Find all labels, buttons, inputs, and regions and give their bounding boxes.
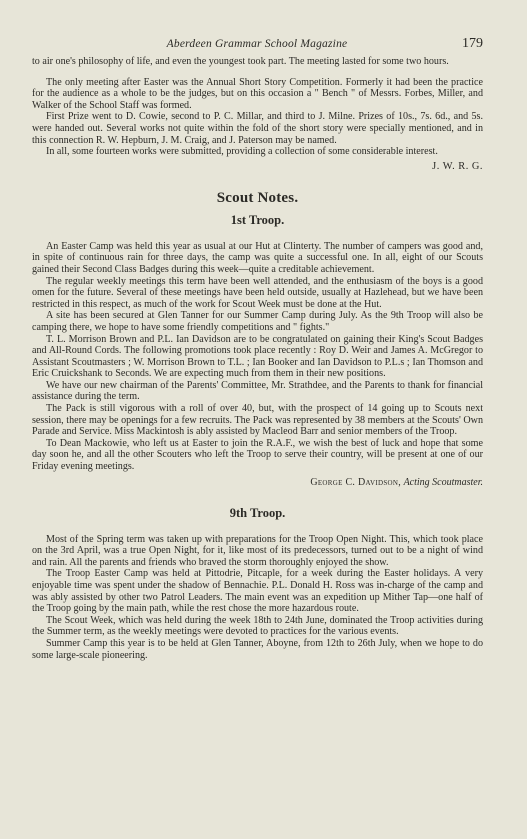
troop-9-title: 9th Troop.: [229, 505, 286, 520]
troop-1-paragraph: T. L. Morrison Brown and P.L. Ian Davidson are to be congratulated on gaining their King's Scout Badges and All-Round Cords. The following promotions took place recently : Roy D. Weir and James A. McGregor to Assistant Scoutmasters ; W. Morrison Brown to T.L. ; Ian Booker and Ian Davidson to P.L.s ; Ian Thomson and Eric Cruickshank to Seconds. We are expecting much from them in their new positions.: [32, 333, 483, 380]
running-head: [32, 36, 483, 56]
troop-1-signature: [32, 477, 483, 488]
troop-1-title: 1st Troop.: [230, 212, 285, 227]
page-number: 179: [462, 36, 483, 51]
intro-paragraph-3: First Prize went to D. Cowie, second to P. C. Millar, and third to J. Milne. Prizes of 10s., 7s. 6d., and 5s. were handed out. Several works not quite within the fold of the short story were specially mentioned, and in this connection R. W. Hepburn, J. M. Craig, and J. Paterson may be named.: [32, 111, 483, 146]
troop-9-paragraph: The Troop Easter Camp was held at Pittodrie, Pitcaple, for a week during the Easter holidays. A very enjoyable time was spent under the shadow of Bennachie. P.L. Donald H. Ross was in-charge of the camp and was ably assisted by other two Patrol Leaders. The main event was an expedition up Mither Tap—one half of the Troop going by the main path, while the rest chose the more hazardous route.: [32, 568, 483, 615]
troop-1-paragraph: An Easter Camp was held this year as usual at our Hut at Clinterty. The number of campers was good and, in spite of continuous rain for three days, the camp was quite a successful one. In all, eight of our Scouts gained their Second Class Badges during this week—quite a creditable achievement.: [32, 240, 483, 275]
troop-1-paragraph: A site has been secured at Glen Tanner for our Summer Camp during July. As the 9th Troop will also be camping there, we hope to have some friendly competitions and " fights.": [32, 310, 483, 333]
intro-paragraph-1: to air one's philosophy of life, and even the youngest took part. The meeting lasted for some two hours.: [32, 56, 449, 67]
troop-9-paragraph: The Scout Week, which was held during the week 18th to 24th June, dominated the Troop activities during the Summer term, as the weekly meetings were devoted to practices for the various events.: [32, 614, 483, 638]
running-title: Aberdeen Grammar School Magazine: [166, 38, 348, 50]
debating-report: [32, 56, 483, 172]
troop-9-paragraph: Most of the Spring term was taken up with preparations for the Troop Open Night. This, which took place on the 3rd April, was a true Open Night, for it, like most of its predecessors, turned out to be a night of wind and rain. All the parents and friends who braved the storm thoroughly enjoyed the show.: [32, 533, 483, 568]
troop-1-paragraph: To Dean Mackowie, who left us at Easter to join the R.A.F., we wish the best of luck and hope that some day soon he, and all the other Scouters who left the Troop to serve their country, will be present at one of our Friday evening meetings.: [32, 437, 483, 473]
troop-1-section: [32, 213, 483, 488]
intro-paragraph-4: In all, some fourteen works were submitted, providing a collection of some considerable interest.: [46, 146, 438, 158]
signature-role: Acting Scoutmaster.: [403, 476, 483, 488]
troop-1-paragraph: The Pack is still vigorous with a roll of over 40, but, with the prospect of 14 going up to Scouts next session, there may be openings for a few recruits. The Pack was represented by 38 members at the Scouts' Own Parade and Service. Miss Mackintosh is ably assisted by Macleod Barr and senior members of the Troop.: [32, 403, 483, 438]
troop-9-section: [32, 506, 483, 662]
signature-name: George C. Davidson,: [310, 476, 402, 488]
intro-signature: J. W. R. G.: [432, 160, 483, 172]
intro-paragraph-2: The only meeting after Easter was the Annual Short Story Competition. Formerly it had been the practice for the audience as a whole to be the judges, but on this occasion a " Bench " of Messrs. Forbes, Miller, and Walker of the School Staff was formed.: [32, 76, 483, 111]
troop-9-paragraph: Summer Camp this year is to be held at Glen Tanner, Aboyne, from 12th to 26th July, when we hope to do some large-scale pioneering.: [32, 637, 483, 661]
troop-1-paragraph: The regular weekly meetings this term have been well attended, and the enthusiasm of the boys is a good omen for the future. Several of these meetings have been held outside, usually at Hazlehead, but we have been restricted in this respect, as much of the work for Scout Week must be done at the Hut.: [32, 275, 483, 310]
section-title: Scout Notes.: [216, 189, 299, 206]
troop-1-paragraph: We have our new chairman of the Parents' Committee, Mr. Strathdee, and the Parents to thank for financial assistance during the term.: [32, 379, 483, 403]
